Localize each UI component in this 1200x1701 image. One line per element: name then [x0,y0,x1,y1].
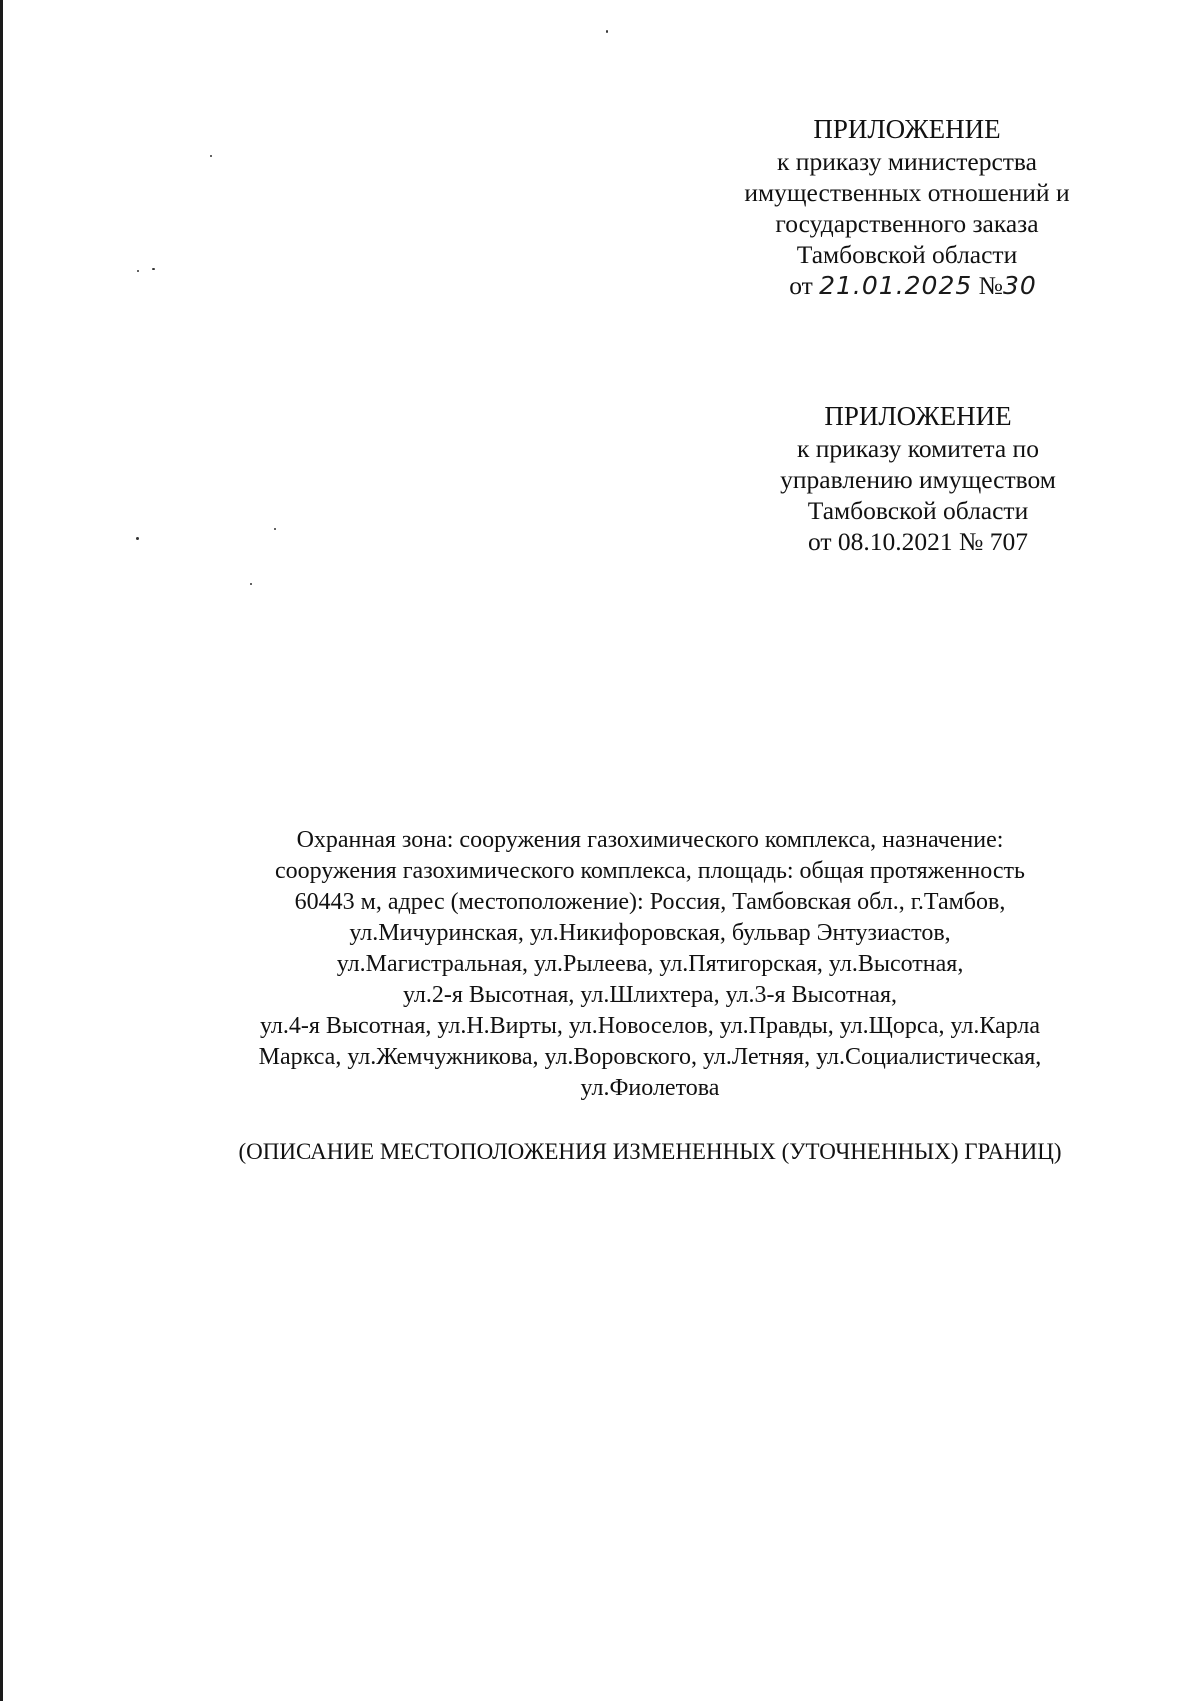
scan-speck [606,30,608,33]
scan-speck [210,155,212,157]
description-line: сооружения газохимического комплекса, площадь: общая протяженность [275,858,1025,884]
zone-description [170,825,1130,1104]
number-sign: № [978,271,1003,300]
handwritten-date: 21.01.2025 [819,271,973,300]
appendix-line: к приказу комитета по [797,434,1039,463]
appendix-current [720,112,1094,301]
description-line: 60443 м, адрес (местоположение): Россия, Тамбовская обл., г.Тамбов, [294,889,1006,915]
scan-speck [137,270,139,272]
scan-speck [274,528,276,530]
description-line: ул.Магистральная, ул.Рылеева, ул.Пятигорская, ул.Высотная, [336,951,964,977]
scan-speck [250,583,252,585]
scan-speck [136,537,139,540]
description-line: ул.Фиолетова [580,1075,720,1101]
appendix-heading: ПРИЛОЖЕНИЕ [824,401,1012,431]
appendix-line: Тамбовской области [796,240,1018,269]
description-line: Охранная зона: сооружения газохимического комплекса, назначение: [296,827,1004,853]
scan-speck [152,268,155,270]
order-date-line [789,270,1037,301]
appendix-line: от 08.10.2021 № 707 [807,527,1028,556]
handwritten-number: 30 [1002,271,1037,300]
appendix-line: управлению имуществом [780,465,1056,494]
description-line: ул.Мичуринская, ул.Никифоровская, бульвар Энтузиастов, [349,920,951,946]
appendix-line: к приказу министерства [777,147,1037,176]
date-prefix: от [789,271,813,300]
scan-edge [0,0,3,1701]
boundary-description-subtitle: (ОПИСАНИЕ МЕСТОПОЛОЖЕНИЯ ИЗМЕНЕННЫХ (УТОЧНЕННЫХ) ГРАНИЦ) [238,1139,1062,1164]
description-line: Маркса, ул.Жемчужникова, ул.Воровского, ул.Летняя, ул.Социалистическая, [258,1044,1042,1070]
appendix-heading: ПРИЛОЖЕНИЕ [813,114,1001,144]
description-line: ул.2-я Высотная, ул.Шлихтера, ул.3-я Высотная, [402,982,898,1008]
appendix-original [748,399,1088,557]
appendix-line: государственного заказа [775,209,1039,238]
description-line: ул.4-я Высотная, ул.Н.Вирты, ул.Новоселов, ул.Правды, ул.Щорса, ул.Карла [259,1013,1041,1039]
appendix-line: имущественных отношений и [744,178,1070,207]
appendix-line: Тамбовской области [807,496,1029,525]
